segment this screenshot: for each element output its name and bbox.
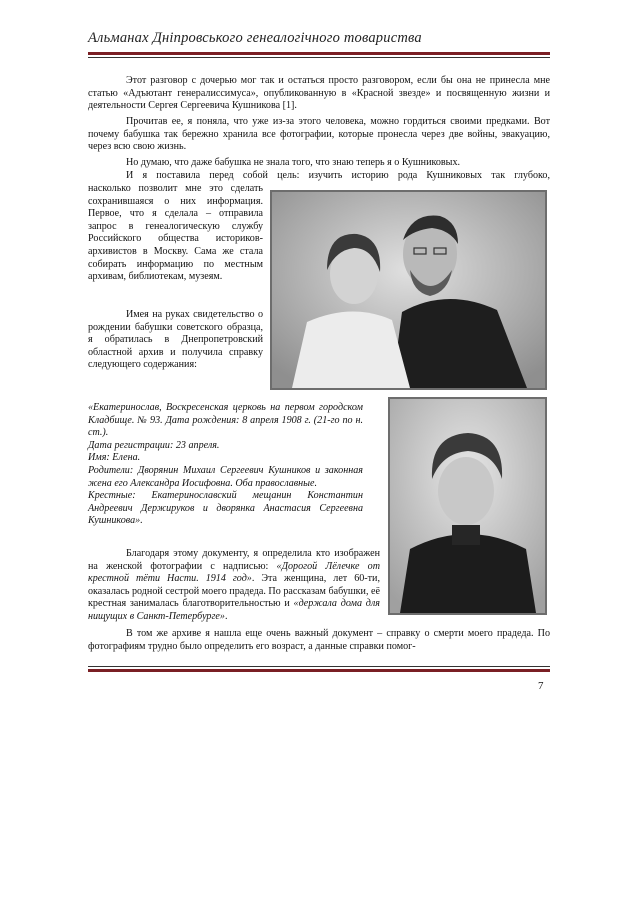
quote-line-3: Имя: Елена. bbox=[88, 452, 141, 464]
footer-rule bbox=[88, 669, 550, 672]
paragraph-6 bbox=[88, 548, 380, 624]
archive-record-quote bbox=[88, 402, 363, 528]
running-header-title: Альманах Дніпровського генеалогічного товариства bbox=[88, 30, 422, 46]
quote-line-1: «Екатеринослав, Воскресенская церковь на первом городском Кладбище. № 93. Дата рождения: 8 апреля 1908 г. (21-го по н. ст.). bbox=[88, 402, 363, 439]
paragraph-4-first-line: И я поставила перед собой цель: изучить историю рода Кушниковых так глубоко, bbox=[126, 170, 550, 181]
header-rule bbox=[88, 52, 550, 55]
paragraph-4-continued: насколько позволит мне это сделать сохранившаяся о них информация. Первое, что я сделала – отправила запрос в генеалогическую службу Российского общества историков-архивистов в Москву. Сама же стала собирать информацию по местным архивам, библиотекам, музеям. bbox=[88, 183, 263, 283]
paragraph-3: Но думаю, что даже бабушка не знала того, что знаю теперь я о Кушниковых. bbox=[126, 157, 461, 168]
quote-line-4: Родители: Дворянин Михаил Сергеевич Кушников и законная жена его Александра Иосифовна. Оба православные. bbox=[88, 464, 363, 489]
page-number: 7 bbox=[538, 680, 544, 692]
aunt-portrait-image bbox=[390, 399, 545, 613]
footer-rule-thin bbox=[88, 666, 550, 667]
photo-inscription-quote: «Дорогой Лёлечке от крестной тёти Насти. 1914 год» bbox=[88, 560, 381, 585]
charity-quote: «держала дома для нищущих в Санкт-Петербурге» bbox=[88, 598, 380, 622]
paragraph-1: Этот разговор с дочерью мог так и остаться просто разговором, если бы она не принесла мне статью «Адъютант генералиссимуса», опубликованную в «Красной звезде» и посвященную жизни и деятельности Сергея Сергеевича Кушникова [1]. bbox=[88, 75, 550, 112]
paragraph-7: В том же архиве я нашла еще очень важный документ – справку о смерти моего прадеда. По фотографиям трудно было определить его возраст, а данные справки помог- bbox=[88, 628, 550, 652]
paragraph-5: Имея на руках свидетельство о рождении бабушки советского образца, я обратилась в Днепропетровский областной архив и получила справку следующего содержания: bbox=[88, 309, 263, 371]
paragraph-6-text-middle: . Эта женщина, лет 60-ти, оказалась родной сестрой моего прадеда. По рассказам бабушки, её крестная занималась благотворительностью и bbox=[88, 573, 380, 610]
couple-portrait-image bbox=[272, 192, 545, 388]
paragraph-2: Прочитав ее, я поняла, что уже из-за этого человека, можно гордиться своими предками. Вот почему бабушка так бережно хранила все фотографии, которые пронесла через две войны, эвакуацию, через всю свою жизнь. bbox=[88, 116, 550, 153]
quote-line-2: Дата регистрации: 23 апреля. bbox=[88, 439, 220, 451]
quote-line-5: Крестные: Екатеринославский мещанин Константин Андреевич Держируков и дворянка Анастасия Сергеевна Кушникова». bbox=[88, 490, 363, 527]
couple-portrait-photo bbox=[270, 190, 547, 390]
header-rule-thin bbox=[88, 57, 550, 58]
aunt-portrait-photo bbox=[388, 397, 547, 615]
paragraph-6-text-before: Благодаря этому документу, я определила кто изображен на женской фотографии с надписью: bbox=[88, 548, 380, 572]
paragraph-6-text-end: . bbox=[224, 610, 228, 622]
